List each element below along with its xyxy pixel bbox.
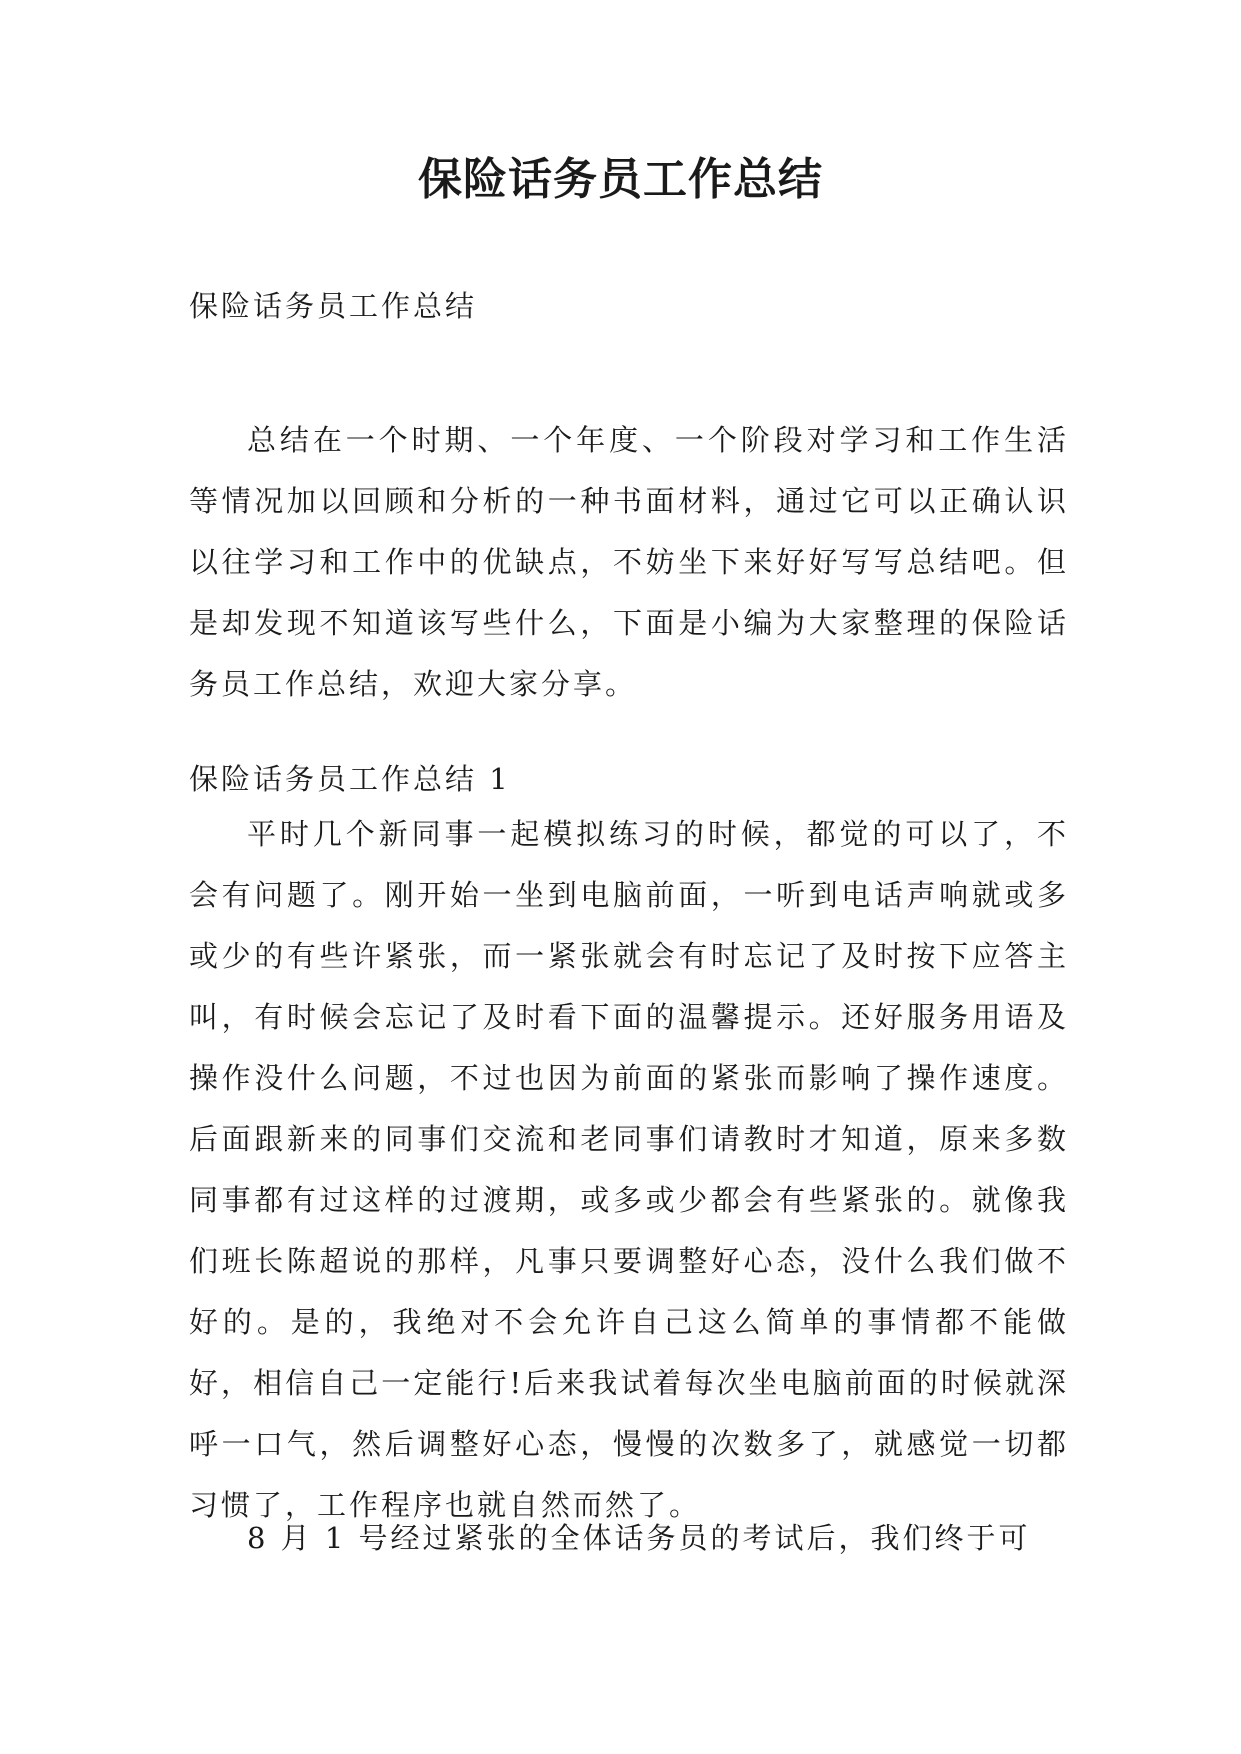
section-heading: 保险话务员工作总结 1 xyxy=(189,762,511,796)
intro-paragraph: 总结在一个时期、一个年度、一个阶段对学习和工作生活等情况加以回顾和分析的一种书面材料，通过它可以正确认识以往学习和工作中的优缺点，不妨坐下来好好写写总结吧。但是却发现不知道该写些什么，下面是小编为大家整理的保险话务员工作总结，欢迎大家分享。 xyxy=(189,423,1069,701)
body-paragraph: 平时几个新同事一起模拟练习的时候，都觉的可以了，不会有问题了。刚开始一坐到电脑前面，一听到电话声响就或多或少的有些许紧张，而一紧张就会有时忘记了及时按下应答主叫，有时候会忘记了及时看下面的温馨提示。还好服务用语及操作没什么问题，不过也因为前面的紧张而影响了操作速度。后面跟新来的同事们交流和老同事们请教时才知道，原来多数同事都有过这样的过渡期，或多或少都会有些紧张的。就像我们班长陈超说的那样，凡事只要调整好心态，没什么我们做不好的。是的，我绝对不会允许自己这么简单的事情都不能做好，相信自己一定能行!后来我试着每次坐电脑前面的时候就深呼一口气，然后调整好心态，慢慢的次数多了，就感觉一切都习惯了，工作程序也就自然而然了。 xyxy=(189,817,1069,1522)
document-subtitle: 保险话务员工作总结 xyxy=(189,289,478,323)
body-paragraph: 8 月 1 号经过紧张的全体话务员的考试后，我们终于可 xyxy=(247,1521,1031,1555)
document-title: 保险话务员工作总结 xyxy=(418,154,823,205)
